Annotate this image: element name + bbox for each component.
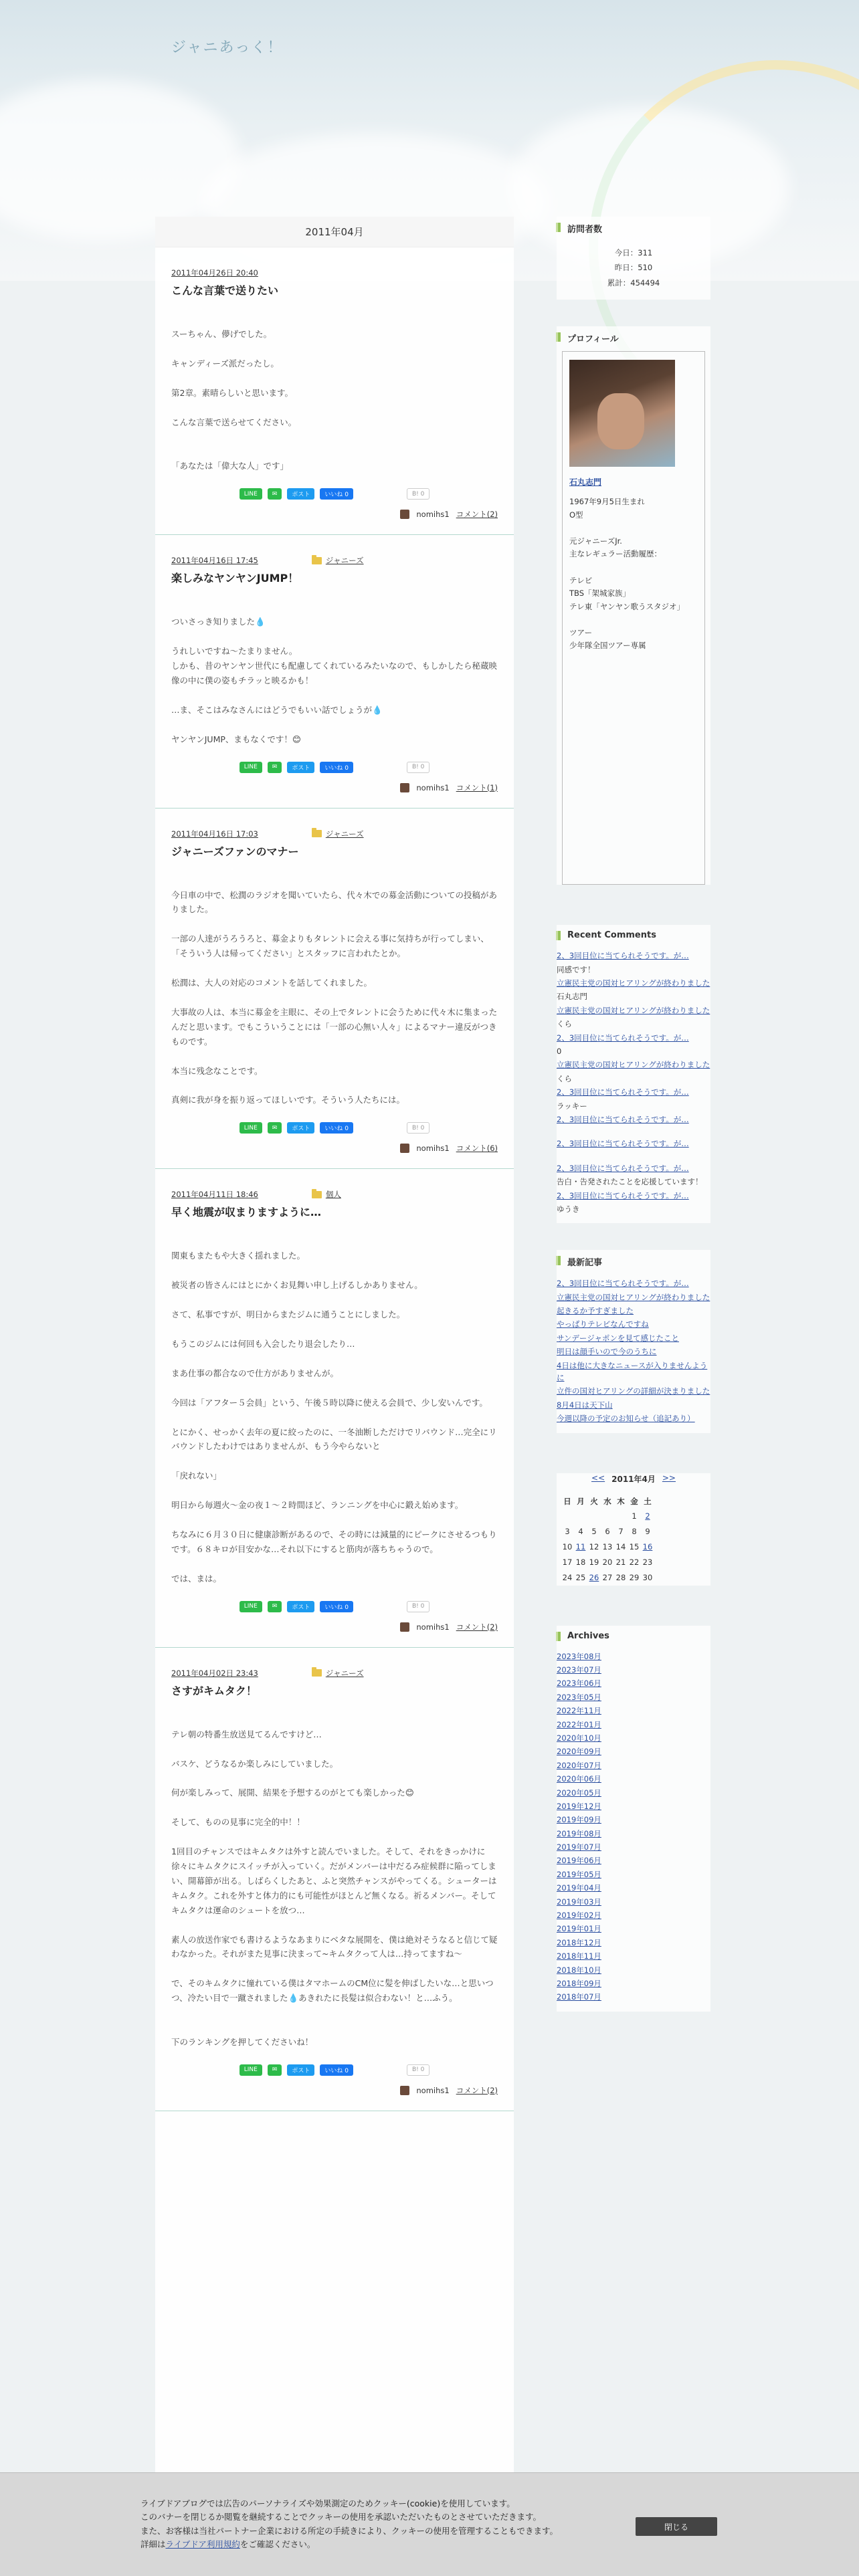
author-row [171, 509, 498, 522]
article-paragraph: 今日車の中で、松潤のラジオを聞いていたら、代々木での募金活動についての投稿がありました。 [171, 889, 498, 915]
weekday-header: 水 [603, 1496, 611, 1506]
article-paragraph: もうこのジムには何回も入会したり退会したり… [171, 1338, 355, 1349]
archive-month-link[interactable]: 2020年10月 [557, 1733, 601, 1743]
archive-month-link[interactable]: 2019年07月 [557, 1842, 601, 1852]
share-buttons [171, 762, 498, 773]
article-paragraph: 今回は「アフター５会員」という、午後５時以降に使える会員で、少し安いんです。 [171, 1397, 488, 1408]
line-share-label: LINE [244, 764, 258, 770]
recent-comment-article-link[interactable]: 2、3回目位に当てられそうです。が… [557, 1033, 689, 1043]
line-share-button[interactable] [240, 762, 262, 773]
cookie-close-button[interactable]: 閉じる [636, 2517, 717, 2536]
calendar-empty [614, 1509, 628, 1524]
recent-comment-author [557, 1127, 710, 1136]
article-paragraph: まあ仕事の都合なので仕方がありませんが。 [171, 1368, 339, 1378]
like-label: いいね 0 [324, 2067, 349, 2074]
archive-month-link[interactable]: 2023年08月 [557, 1651, 601, 1661]
terms-link[interactable]: ライブドア利用規約 [165, 2539, 240, 2549]
article-body [171, 327, 498, 473]
calendar-empty [601, 1509, 614, 1524]
article-category[interactable] [312, 1668, 364, 1679]
recent-article-link[interactable]: 立件の国対ヒアリングの詳細が決まりました [557, 1386, 710, 1396]
article-paragraph: 何が楽しみって、展開、結果を予想するのがとても楽しかった😊 [171, 1788, 414, 1798]
line-share-label: LINE [244, 1603, 258, 1610]
calendar-day: 7 [618, 1527, 624, 1537]
hatena-label: B! 0 [411, 1124, 425, 1132]
like-label: いいね 0 [324, 1604, 349, 1611]
calendar-day: 25 [575, 1573, 586, 1583]
line-share-label: LINE [244, 490, 258, 498]
article-paragraph: …ま、そこはみなさんにはどうでもいい話でしょうが💧 [171, 704, 383, 715]
article-paragraph: とにかく、せっかく去年の夏に絞ったのに、一冬油断しただけでリバウンド…完全にリバウンドしたわけではありませんが、もう今やらないと [171, 1426, 497, 1452]
like-button[interactable] [320, 488, 353, 500]
recent-articles-heading: 最新記事 [557, 1250, 710, 1275]
calendar-day: 29 [629, 1573, 640, 1583]
visits-yesterday: 昨日：510 [614, 263, 653, 273]
article-title[interactable]: 楽しみなヤンヤンJUMP！ [171, 572, 299, 585]
line-share-label: LINE [244, 1124, 258, 1132]
recent-comment-article-link[interactable]: 立憲民主党の国対ヒアリングが終わりました [557, 1005, 710, 1015]
recent-comment-author: くら [557, 1019, 572, 1029]
calendar-day[interactable]: 2 [645, 1511, 650, 1521]
article-category[interactable] [312, 555, 364, 566]
weekday-header: 火 [590, 1496, 598, 1506]
article-paragraph: こんな言葉で送らせてください。 [171, 417, 297, 427]
article-title[interactable]: さすがキムタク！ [171, 1684, 257, 1697]
calendar-day: 9 [645, 1527, 650, 1537]
message-icon: ✉ [272, 490, 278, 498]
profile-photo[interactable] [569, 360, 675, 467]
article-paragraph: 「戻れない」 [171, 1471, 222, 1481]
calendar-day: 30 [642, 1573, 653, 1583]
calendar-month-label: 2011年4月 [611, 1474, 656, 1484]
archive-month-link[interactable]: 2020年05月 [557, 1788, 601, 1798]
recent-comment-author [557, 1152, 710, 1161]
calendar-day: 4 [578, 1527, 583, 1537]
recent-comments-heading: Recent Comments [557, 925, 710, 947]
article-body [171, 615, 498, 746]
message-icon: ✉ [272, 2066, 278, 2074]
message-icon: ✉ [272, 764, 278, 770]
calendar-day: 27 [602, 1573, 613, 1583]
archive-month-link[interactable]: 2019年12月 [557, 1801, 601, 1811]
recent-article-link[interactable]: 起きるか予すぎました [557, 1306, 634, 1316]
post-share-button[interactable] [287, 762, 314, 773]
like-label: いいね 0 [324, 764, 349, 772]
calendar-day[interactable]: 26 [589, 1573, 599, 1583]
folder-icon [312, 830, 322, 837]
hatena-bookmark-button[interactable] [407, 1601, 430, 1612]
share-buttons [171, 1122, 498, 1134]
hatena-label: B! 0 [411, 490, 425, 498]
article [155, 247, 514, 535]
article-paragraph: 第2章。素晴らしいと思います。 [171, 387, 293, 398]
calendar-day: 8 [632, 1527, 637, 1537]
post-share-label: ポスト [292, 492, 310, 499]
article-paragraph: スーちゃん、儚げでした。 [171, 329, 272, 339]
article-date-link[interactable]: 2011年04月11日 18:46 [171, 1190, 258, 1200]
recent-comment-article-link[interactable]: 立憲民主党の国対ヒアリングが終わりました [557, 978, 710, 988]
weekday-header: 木 [617, 1496, 625, 1506]
calendar-day: 17 [562, 1558, 573, 1568]
message-icon: ✉ [272, 1603, 278, 1610]
recent-comments-box [557, 925, 710, 1223]
author-avatar[interactable] [400, 783, 409, 792]
recent-comment-article-link[interactable]: 2、3回目位に当てられそうです。が… [557, 1163, 689, 1173]
article-paragraph: 真剣に我が身を振り返ってほしいです。そういう人たちには。 [171, 1095, 405, 1105]
calendar-day: 12 [589, 1542, 599, 1552]
article-category-label[interactable]: ジャニーズ [325, 1668, 364, 1678]
recent-articles-box [557, 1250, 710, 1432]
calendar-day: 10 [562, 1542, 573, 1552]
author-name[interactable]: nomihs1 [416, 1622, 450, 1632]
archive-month-link[interactable]: 2019年06月 [557, 1856, 601, 1866]
recent-comment-author: 同感です！ [557, 964, 595, 974]
recent-article-link[interactable]: やっぱりテレビなんですね [557, 1319, 649, 1329]
post-share-label: ポスト [292, 764, 310, 772]
article-paragraph: 素人の放送作家でも書けるようなあまりにベタな展開を、僕は絶対そうなると信じて疑わなかった。それがまた見事に決まって~キムタクって人は…持ってますね〜 [171, 1934, 498, 1959]
archive-month-link[interactable]: 2019年04月 [557, 1883, 601, 1893]
archives-heading: Archives [557, 1626, 710, 1648]
article-body [171, 1727, 498, 2050]
archive-month-link[interactable]: 2019年01月 [557, 1924, 601, 1934]
visitor-counter-box [557, 217, 710, 300]
author-row [171, 1622, 498, 1635]
cookie-body: ライブドアブログでは広告のパーソナライズや効果測定のためクッキー(cookie)を使用しています。 このバナーを閉じるか閲覧を継続することでクッキーの使用を承認いただいたものとさせていただきます。 また、お客様は当社パートナー企業における所定の手続きにより、クッキーの使用を管理することもできます。 詳細は [140, 2498, 559, 2549]
folder-icon [312, 1669, 322, 1677]
line-share-button[interactable] [240, 1601, 262, 1612]
calendar-day: 28 [615, 1573, 626, 1583]
profile-name-link[interactable]: 石丸志門 [569, 477, 602, 488]
hatena-label: B! 0 [411, 764, 425, 770]
article-date-link[interactable]: 2011年04月02日 23:43 [171, 1668, 258, 1678]
calendar-day: 18 [575, 1558, 586, 1568]
post-share-button[interactable] [287, 2064, 314, 2076]
recent-comment-author: ラッキー [557, 1101, 587, 1111]
article [155, 535, 514, 808]
author-name[interactable]: nomihs1 [416, 510, 450, 520]
article-paragraph: うれしいですね〜たまりません。 しかも、昔のヤンヤン世代にも配慮してくれているみたいなので、もしかしたら秘蔵映像の中に僕の姿もチラッと映るかも！ [171, 646, 498, 685]
archive-month-link[interactable]: 2023年06月 [557, 1679, 601, 1689]
article-paragraph: テレ朝の特番生放送見てるんですけど… [171, 1729, 322, 1739]
recent-comment-article-link[interactable]: 2、3回目位に当てられそうです。が… [557, 1190, 689, 1200]
cookie-suffix: をご確認ください。 [240, 2539, 316, 2549]
sidebar [557, 217, 710, 2038]
folder-icon [312, 1191, 322, 1198]
like-button[interactable] [320, 1601, 353, 1612]
weekday-header: 金 [630, 1496, 638, 1506]
line-message-button[interactable] [268, 1122, 282, 1134]
article [155, 1648, 514, 2111]
article-paragraph: では、まは。 [171, 1573, 222, 1584]
article-paragraph: 一部の人達がうろうろと、募金よりもタレントに会える事に気持ちが行ってしまい、「そういう人は帰ってください」とスタッフに言われたとか。 [171, 934, 489, 959]
article-title[interactable]: ジャニーズファンのマナー [171, 845, 299, 858]
calendar-day: 21 [615, 1558, 626, 1568]
author-row [171, 2085, 498, 2099]
article-category[interactable] [312, 829, 364, 839]
archive-month-link[interactable]: 2019年08月 [557, 1828, 601, 1838]
author-name[interactable]: nomihs1 [416, 1144, 450, 1154]
share-buttons [171, 488, 498, 500]
weekday-header: 月 [577, 1496, 585, 1506]
recent-comment-author: くら [557, 1073, 572, 1083]
recent-article-link[interactable]: 2、3回目位に当てられそうです。が… [557, 1279, 689, 1289]
article-paragraph: そして、ものの見事に完全的中！！ [171, 1817, 305, 1828]
visits-total: 累計：454494 [607, 278, 660, 288]
article-meta [171, 555, 498, 566]
post-share-button[interactable] [287, 488, 314, 500]
archives-box [557, 1626, 710, 2012]
article-date-link[interactable]: 2011年04月16日 17:45 [171, 556, 258, 566]
archive-month-link[interactable]: 2023年05月 [557, 1692, 601, 1702]
calendar-day: 5 [591, 1527, 597, 1537]
article-paragraph: 大事故の人は、本当に募金を主眼に、その上でタレントに会うために代々木に集まったんだと思います。でもこういうことには「一部の心無い人々」によるマナー違反がつきものです。 [171, 1006, 498, 1047]
calendar-day[interactable]: 16 [642, 1542, 653, 1552]
comments-link[interactable]: コメント(1) [456, 782, 498, 792]
article-paragraph: 松潤は、大人の対応のコメントを話してくれました。 [171, 978, 373, 988]
author-avatar[interactable] [400, 1144, 409, 1153]
calendar-empty [561, 1509, 574, 1524]
post-share-label: ポスト [292, 1604, 310, 1611]
article-paragraph: 被災者の皆さんにはとにかくお見舞い申し上げるしかありません。 [171, 1280, 423, 1291]
weekday-header: 土 [644, 1496, 652, 1506]
archive-month-link[interactable]: 2019年05月 [557, 1869, 601, 1879]
post-share-button[interactable] [287, 1601, 314, 1612]
article-category-label[interactable]: ジャニーズ [325, 556, 364, 566]
hatena-bookmark-button[interactable] [407, 2064, 430, 2076]
author-row [171, 782, 498, 796]
calendar-day: 3 [565, 1527, 570, 1537]
like-button[interactable] [320, 2064, 353, 2076]
article [155, 1169, 514, 1647]
recent-comment-article-link[interactable]: 2、3回目位に当てられそうです。が… [557, 1139, 689, 1149]
comments-link[interactable]: コメント(6) [456, 1144, 498, 1154]
article-paragraph: 「あなたは「偉大な人」です」 [171, 461, 289, 471]
comments-link[interactable]: コメント(2) [456, 510, 498, 520]
recent-article-link[interactable]: 4日は他に大きなニュースが入りませんように [557, 1360, 708, 1383]
calendar-day: 24 [562, 1573, 573, 1583]
article-paragraph: 1回目のチャンスではキムタクは外すと読んでいました。そして、それをきっかけに徐々にキムタクにスイッチが入っていく。だがメンバーは中だるみ症候群に陥ってしまい、開幕節が出る。しばらくしたあと、ふと突然チャンスがやってくる。シューターはキムタク。これを外すと体力的にも可能性がほとんど無くなる。祈るメンバー。そしてキムタクは運命のシュートを放つ… [171, 1846, 497, 1915]
recent-comment-author: ゆうき [557, 1204, 580, 1214]
comments-link[interactable]: コメント(2) [456, 2085, 498, 2095]
archive-month-link[interactable]: 2018年12月 [557, 1937, 601, 1947]
recent-article-link[interactable]: 明日は顔手いので今のうちに [557, 1347, 657, 1357]
share-buttons [171, 2064, 498, 2076]
article-paragraph: 本当に残念なことです。 [171, 1065, 263, 1076]
calendar-day: 6 [605, 1527, 610, 1537]
like-label: いいね 0 [324, 492, 349, 499]
article-paragraph: さて、私事ですが、明日からまたジムに通うことにしました。 [171, 1309, 405, 1319]
archive-month-link[interactable]: 2020年07月 [557, 1760, 601, 1770]
post-share-label: ポスト [292, 1125, 310, 1133]
recent-article-link[interactable]: サンデージャポンを見て感じたこと [557, 1333, 679, 1343]
hatena-label: B! 0 [411, 2066, 425, 2074]
archive-month-link[interactable]: 2023年07月 [557, 1665, 601, 1675]
line-share-button[interactable] [240, 2064, 262, 2076]
line-message-button[interactable] [268, 762, 282, 773]
author-name[interactable]: nomihs1 [416, 2085, 450, 2095]
calendar-box [557, 1473, 710, 1586]
hatena-bookmark-button[interactable] [407, 488, 430, 500]
archive-month-link[interactable]: 2019年09月 [557, 1815, 601, 1825]
article-meta [171, 1668, 498, 1679]
line-share-label: LINE [244, 2066, 258, 2074]
calendar-day: 14 [615, 1542, 626, 1552]
calendar-empty [574, 1509, 587, 1524]
post-share-button[interactable] [287, 1122, 314, 1134]
folder-icon [312, 557, 322, 564]
calendar-table [561, 1494, 654, 1586]
calendar-prev-link[interactable]: << [591, 1473, 605, 1483]
line-message-button[interactable] [268, 2064, 282, 2076]
recent-comment-article-link[interactable]: 立憲民主党の国対ヒアリングが終わりました [557, 1060, 710, 1070]
article-category[interactable] [312, 1189, 341, 1200]
article-body [171, 1249, 498, 1586]
calendar-day: 20 [602, 1558, 613, 1568]
visits-today: 今日：311 [614, 248, 653, 257]
article-paragraph: で、そのキムタクに憧れている僕はタマホームのCM位に髪を伸ばしたいな…と思いつつ、冷たい目で一蹴されました💧あきれたに長髪は似合わない！と…ふう。 [171, 1978, 494, 2004]
article-paragraph: ついさっき知りました💧 [171, 617, 266, 627]
hatena-bookmark-button[interactable] [407, 1122, 430, 1134]
archive-month-link[interactable]: 2020年06月 [557, 1774, 601, 1784]
article-paragraph: バスケ、どうなるか楽しみにしていました。 [171, 1758, 339, 1769]
calendar-day: 23 [642, 1558, 653, 1568]
article-paragraph: ヤンヤンJUMP、まもなくです！😊 [171, 734, 301, 744]
article-paragraph: ちなみに６月３０日に健康診断があるので、その時には減量的にピークにさせるつもりです。６８キロが目安かな…それ以下にすると筋肉が落ちちゃうので。 [171, 1529, 497, 1554]
article-paragraph: 下のランキングを押してくださいね！ [171, 2036, 314, 2047]
author-name[interactable]: nomihs1 [416, 782, 450, 792]
author-avatar[interactable] [400, 2086, 409, 2095]
recent-article-link[interactable]: 今週以降の予定のお知らせ（追記あり） [557, 1414, 695, 1424]
article-paragraph: キャンディーズ派だったし。 [171, 358, 279, 368]
article-meta [171, 829, 498, 839]
calendar-day: 13 [602, 1542, 613, 1552]
article-title[interactable]: こんな言葉で送りたい [171, 284, 279, 297]
line-share-button[interactable] [240, 1122, 262, 1134]
calendar-next-link[interactable]: >> [662, 1473, 676, 1483]
like-label: いいね 0 [324, 1125, 349, 1133]
archive-month-link[interactable]: 2019年02月 [557, 1911, 601, 1921]
article-body [171, 888, 498, 1108]
cookie-text [140, 2497, 558, 2551]
article [155, 809, 514, 1170]
author-avatar[interactable] [400, 1622, 409, 1632]
archive-month-link[interactable]: 2019年03月 [557, 1897, 601, 1907]
calendar-empty [587, 1509, 601, 1524]
like-button[interactable] [320, 1122, 353, 1134]
calendar-day: 15 [629, 1542, 640, 1552]
calendar-day: 19 [589, 1558, 599, 1568]
profile-description: 1967年9月5日生まれ O型 元ジャニーズJr. 主なレギュラー活動履歴： テレビ TBS「架城家族」 テレ東「ヤンヤン歌うスタジオ」 ツアー 少年隊全国ツアー専属 [569, 497, 685, 651]
author-row [171, 1143, 498, 1156]
line-share-button[interactable] [240, 488, 262, 500]
like-button[interactable] [320, 762, 353, 773]
recent-comment-article-link[interactable]: 2、3回目位に当てられそうです。が… [557, 1087, 689, 1097]
recent-comment-article-link[interactable]: 2、3回目位に当てられそうです。が… [557, 951, 689, 961]
hatena-bookmark-button[interactable] [407, 762, 430, 773]
site-title[interactable]: ジャニあっく！ [171, 39, 284, 56]
visitor-counter-heading: 訪問者数 [557, 217, 710, 241]
article-meta [171, 1189, 498, 1200]
article-title[interactable]: 早く地震が収まりますように… [171, 1206, 322, 1219]
author-avatar[interactable] [400, 510, 409, 519]
calendar-day: 22 [629, 1558, 640, 1568]
recent-comment-author: 告白・告発されたことを応援しています！ [557, 1177, 703, 1187]
line-message-button[interactable] [268, 488, 282, 500]
calendar-day[interactable]: 11 [575, 1542, 586, 1552]
archive-month-link[interactable]: 2022年01月 [557, 1719, 601, 1729]
archive-month-link[interactable]: 2022年11月 [557, 1706, 601, 1716]
article-category-label[interactable]: 個人 [325, 1190, 341, 1200]
profile-box [557, 326, 710, 885]
main-column [155, 217, 514, 2510]
recent-comment-article-link[interactable]: 2、3回目位に当てられそうです。が… [557, 1114, 689, 1124]
recent-article-link[interactable]: 8月4日は天下山 [557, 1400, 613, 1410]
line-message-button[interactable] [268, 1601, 282, 1612]
article-paragraph: 明日から毎週火〜金の夜１〜２時間ほど、ランニングを中心に鍛え始めます。 [171, 1500, 464, 1511]
archive-month-link[interactable]: 2018年07月 [557, 1992, 601, 2002]
comments-link[interactable]: コメント(2) [456, 1622, 498, 1632]
post-share-label: ポスト [292, 2067, 310, 2074]
profile-heading: プロフィール [557, 326, 710, 351]
hatena-label: B! 0 [411, 1603, 425, 1610]
weekday-header: 日 [563, 1496, 571, 1506]
calendar-day: 1 [632, 1511, 637, 1521]
archive-month-link[interactable]: 2020年09月 [557, 1747, 601, 1757]
cookie-banner [0, 2472, 859, 2576]
recent-article-link[interactable]: 立憲民主党の国対ヒアリングが終わりました [557, 1292, 710, 1302]
article-date-link[interactable]: 2011年04月26日 20:40 [171, 268, 258, 278]
recent-comment-author: 0 [557, 1047, 562, 1056]
archive-month-link[interactable]: 2018年10月 [557, 1965, 601, 1975]
article-date-link[interactable]: 2011年04月16日 17:03 [171, 829, 258, 839]
article-meta [171, 267, 498, 278]
archive-month-link[interactable]: 2018年11月 [557, 1951, 601, 1961]
article-paragraph: 関東もまたもや大きく揺れました。 [171, 1251, 306, 1261]
article-category-label[interactable]: ジャニーズ [325, 829, 364, 839]
month-heading: 2011年04月 [155, 217, 514, 247]
share-buttons [171, 1601, 498, 1612]
message-icon: ✉ [272, 1124, 278, 1132]
archive-month-link[interactable]: 2018年09月 [557, 1978, 601, 1988]
recent-comment-author: 石丸志門 [557, 992, 587, 1002]
